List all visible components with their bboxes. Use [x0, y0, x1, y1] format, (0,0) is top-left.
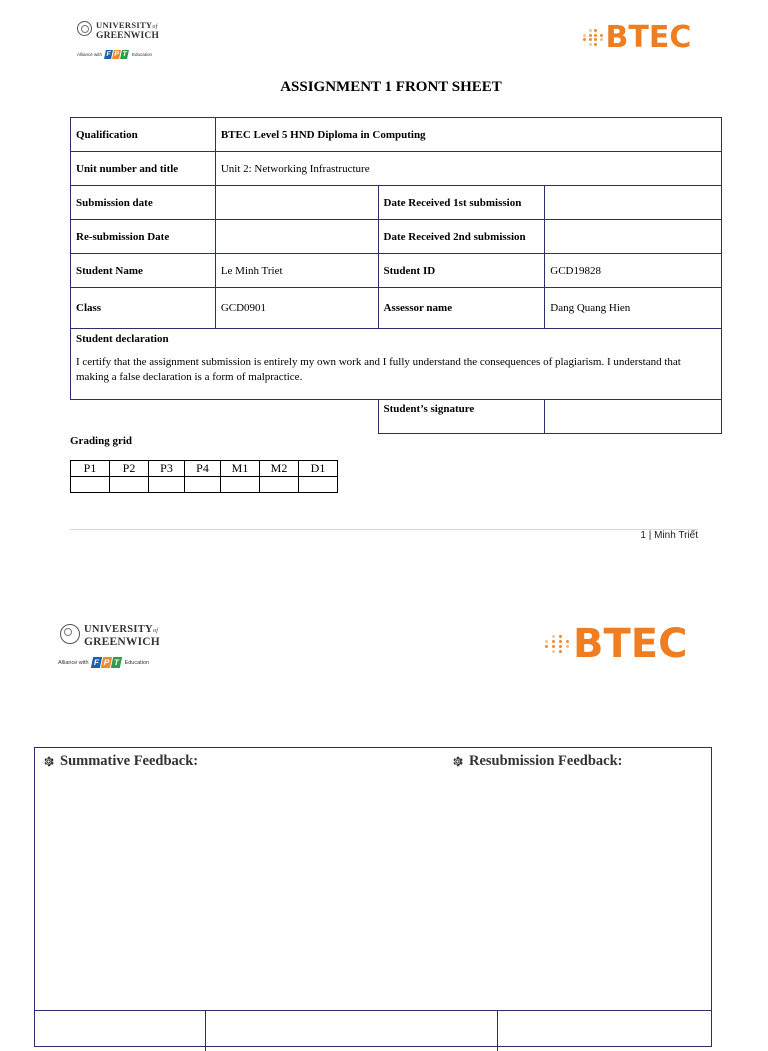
grading-grid-title: Grading grid — [70, 435, 133, 447]
greenwich-crest-icon — [77, 21, 92, 36]
student-signature-value — [545, 400, 722, 434]
gear-icon — [42, 755, 55, 768]
feedback-cell-divider — [205, 1011, 206, 1051]
resubmission-date-label: Re-submission Date — [71, 220, 216, 254]
class-label: Class — [71, 288, 216, 329]
fpt-letter-f: F — [105, 51, 112, 58]
grade-cell-p4: P4 — [185, 461, 221, 477]
feedback-cell-divider — [497, 1011, 498, 1051]
date-received-2nd-label: Date Received 2nd submission — [378, 220, 545, 254]
grading-grid-header-row — [71, 461, 338, 477]
fpt-letter-t: T — [121, 51, 128, 58]
btec-logo — [583, 20, 691, 55]
page-footer: 1 | Minh Triết — [640, 530, 698, 541]
unit-value: Unit 2: Networking Infrastructure — [215, 152, 721, 186]
btec-wordmark: BTEC — [573, 621, 688, 667]
fpt-letter-t: T — [110, 657, 121, 668]
greenwich-text: GREENWICH — [84, 636, 160, 648]
university-of-text: of — [152, 24, 158, 30]
alliance-prefix: Alliance with — [58, 659, 89, 666]
student-name-value: Le Minh Triet — [215, 254, 378, 288]
grading-grid-value-row — [71, 477, 338, 493]
declaration-row — [71, 329, 722, 400]
grade-cell-p2: P2 — [110, 461, 149, 477]
fpt-alliance-logo-page2 — [58, 657, 149, 668]
grade-cell-p3: P3 — [149, 461, 185, 477]
resubmission-feedback-label: Resubmission Feedback: — [469, 753, 623, 769]
greenwich-crest-icon — [60, 624, 80, 644]
qualification-label: Qualification — [71, 118, 216, 152]
summative-feedback-label: Summative Feedback: — [60, 753, 199, 769]
page-title: ASSIGNMENT 1 FRONT SHEET — [280, 79, 502, 95]
alliance-suffix: Education — [124, 659, 150, 666]
grade-cell-m1: M1 — [221, 461, 260, 477]
greenwich-text: GREENWICH — [96, 31, 160, 41]
fpt-logo — [92, 657, 122, 668]
btec-dots-icon — [545, 635, 571, 653]
university-of-greenwich-logo-page2 — [60, 624, 160, 648]
class-value: GCD0901 — [215, 288, 378, 329]
feedback-box — [34, 747, 712, 1047]
resubmission-row — [71, 220, 722, 254]
university-of-greenwich-logo — [77, 21, 159, 41]
alliance-prefix: Alliance with — [77, 52, 103, 57]
summative-feedback-heading — [42, 753, 198, 770]
resubmission-feedback-heading — [451, 753, 622, 770]
university-text: UNIVERSITY — [96, 20, 153, 30]
date-received-2nd-value — [545, 220, 722, 254]
footer-divider — [70, 529, 698, 530]
grade-cell-m2: M2 — [260, 461, 299, 477]
btec-dots-icon — [583, 29, 604, 46]
student-declaration-cell — [71, 329, 722, 400]
declaration-text: I certify that the assignment submission is entirely my own work and I fully understand the consequences of plagiarism. I understand that making a false declaration is a form of malpractice. — [76, 356, 681, 383]
gear-icon — [451, 755, 464, 768]
unit-row — [71, 152, 722, 186]
university-text: UNIVERSITY — [84, 624, 153, 635]
date-received-1st-value — [545, 186, 722, 220]
fpt-letter-p: P — [113, 51, 120, 58]
grade-cell-p1: P1 — [71, 461, 110, 477]
student-row — [71, 254, 722, 288]
signature-row — [71, 400, 722, 434]
submission-date-label: Submission date — [71, 186, 216, 220]
fpt-alliance-logo — [77, 50, 152, 59]
front-sheet-table — [70, 117, 722, 434]
feedback-signature-row — [35, 1010, 711, 1051]
student-id-label: Student ID — [378, 254, 545, 288]
qualification-value: BTEC Level 5 HND Diploma in Computing — [215, 118, 721, 152]
grading-grid-table — [70, 460, 338, 493]
class-row — [71, 288, 722, 329]
btec-logo-page2 — [545, 621, 687, 667]
student-id-value: GCD19828 — [545, 254, 722, 288]
alliance-suffix: Education — [132, 52, 153, 57]
declaration-title: Student declaration — [76, 333, 169, 345]
fpt-letter-p: P — [100, 657, 111, 668]
student-signature-label: Student’s signature — [378, 400, 545, 434]
student-name-label: Student Name — [71, 254, 216, 288]
grade-cell-d1: D1 — [299, 461, 338, 477]
resubmission-date-value — [215, 220, 378, 254]
assessor-name-label: Assessor name — [378, 288, 545, 329]
unit-label: Unit number and title — [71, 152, 216, 186]
assessor-name-value: Dang Quang Hien — [545, 288, 722, 329]
date-received-1st-label: Date Received 1st submission — [378, 186, 545, 220]
submission-date-value — [215, 186, 378, 220]
submission-row — [71, 186, 722, 220]
fpt-letter-f: F — [90, 657, 101, 668]
fpt-logo — [105, 50, 129, 59]
qualification-row — [71, 118, 722, 152]
btec-wordmark: BTEC — [605, 20, 692, 55]
university-of-text: of — [152, 628, 159, 634]
